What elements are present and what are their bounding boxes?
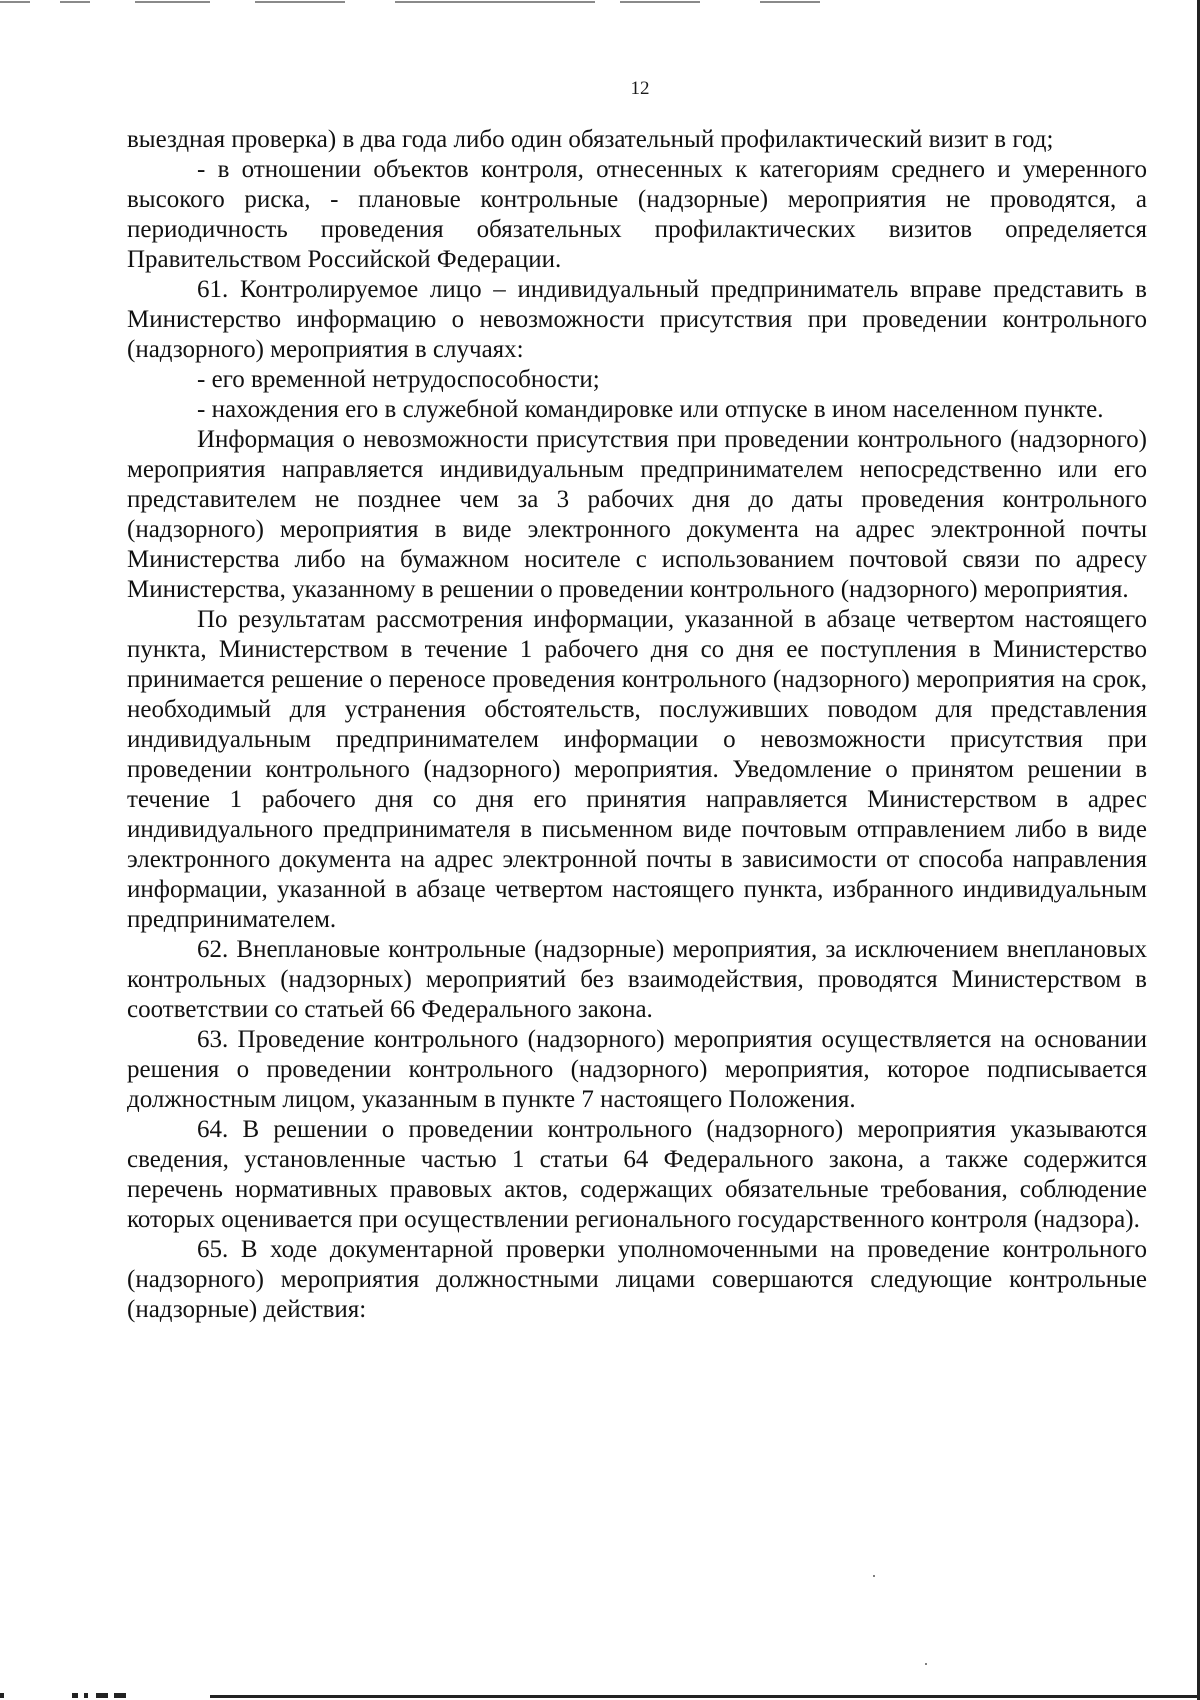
paragraph-item-63: 63. Проведение контрольного (надзорного) мероприятия осуществляется на основании решения о проведении контрольного (надзорного) мероприятия, которое подписывается должностным лицом, указанным в пункте 7 настоящего Положения.	[127, 1026, 1147, 1113]
paragraph-item-65: 65. В ходе документарной проверки уполномоченными на проведение контрольного (надзорного) мероприятия должностными лицами совершаются следующие контрольные (надзорные) действия:	[127, 1236, 1147, 1323]
paragraph-continuation: выездная проверка) в два года либо один обязательный профилактический визит в год;	[127, 126, 1054, 153]
paragraph-medium-risk: - в отношении объектов контроля, отнесенных к категориям среднего и умеренного высокого риска, - плановые контрольные (надзорные) мероприятия не проводятся, а периодичность проведения обязательных профилактических визитов определяется Правительством Российской Федерации.	[127, 156, 1147, 273]
scan-artifact-top	[0, 0, 1200, 8]
scan-speck	[873, 1575, 875, 1577]
paragraph-item-61: 61. Контролируемое лицо – индивидуальный предприниматель вправе представить в Министерство информацию о невозможности присутствия при проведении контрольного (надзорного) мероприятия в случаях:	[127, 276, 1147, 363]
page-number: 12	[630, 78, 650, 99]
paragraph-review-results: По результатам рассмотрения информации, указанной в абзаце четвертом настоящего пункта, Министерством в течение 1 рабочего дня со дня ее поступления в Министерство принимается решение о переносе проведения контрольного (надзорного) мероприятия на срок, необходимый для устранения обстоятельств, послуживших поводом для представления индивидуальным предпринимателем информации о невозможности присутствия при проведении контрольного (надзорного) мероприятия. Уведомление о принятом решении в течение 1 рабочего дня со дня его принятия направляется Министерством в адрес индивидуального предпринимателя в письменном виде почтовым отправлением либо в виде электронного документа на адрес электронной почты в зависимости от способа направления информации, указанной в абзаце четвертом настоящего пункта, избранного индивидуальным предпринимателем.	[127, 606, 1147, 933]
document-body	[127, 125, 1147, 1325]
paragraph-item-64: 64. В решении о проведении контрольного (надзорного) мероприятия указываются сведения, установленные частью 1 статьи 64 Федерального закона, а также содержится перечень нормативных правовых актов, содержащих обязательные требования, соблюдение которых оценивается при осуществлении регионального государственного контроля (надзора).	[127, 1116, 1147, 1233]
paragraph-business-trip: - нахождения его в служебной командировке или отпуске в ином населенном пункте.	[197, 396, 1104, 423]
paragraph-item-62: 62. Внеплановые контрольные (надзорные) мероприятия, за исключением внеплановых контрольных (надзорных) мероприятий без взаимодействия, проводятся Министерством в соответствии со статьей 66 Федерального закона.	[127, 936, 1147, 1023]
scan-artifact-bottom	[0, 1686, 1200, 1700]
scan-speck	[925, 1663, 927, 1665]
paragraph-temporary-disability: - его временной нетрудоспособности;	[197, 366, 600, 393]
paragraph-information-submission: Информация о невозможности присутствия при проведении контрольного (надзорного) мероприятия направляется индивидуальным предпринимателем непосредственно или его представителем не позднее чем за 3 рабочих дня до даты проведения контрольного (надзорного) мероприятия в виде электронного документа на адрес электронной почты Министерства либо на бумажном носителе с использованием почтовой связи по адресу Министерства, указанному в решении о проведении контрольного (надзорного) мероприятия.	[127, 426, 1147, 603]
